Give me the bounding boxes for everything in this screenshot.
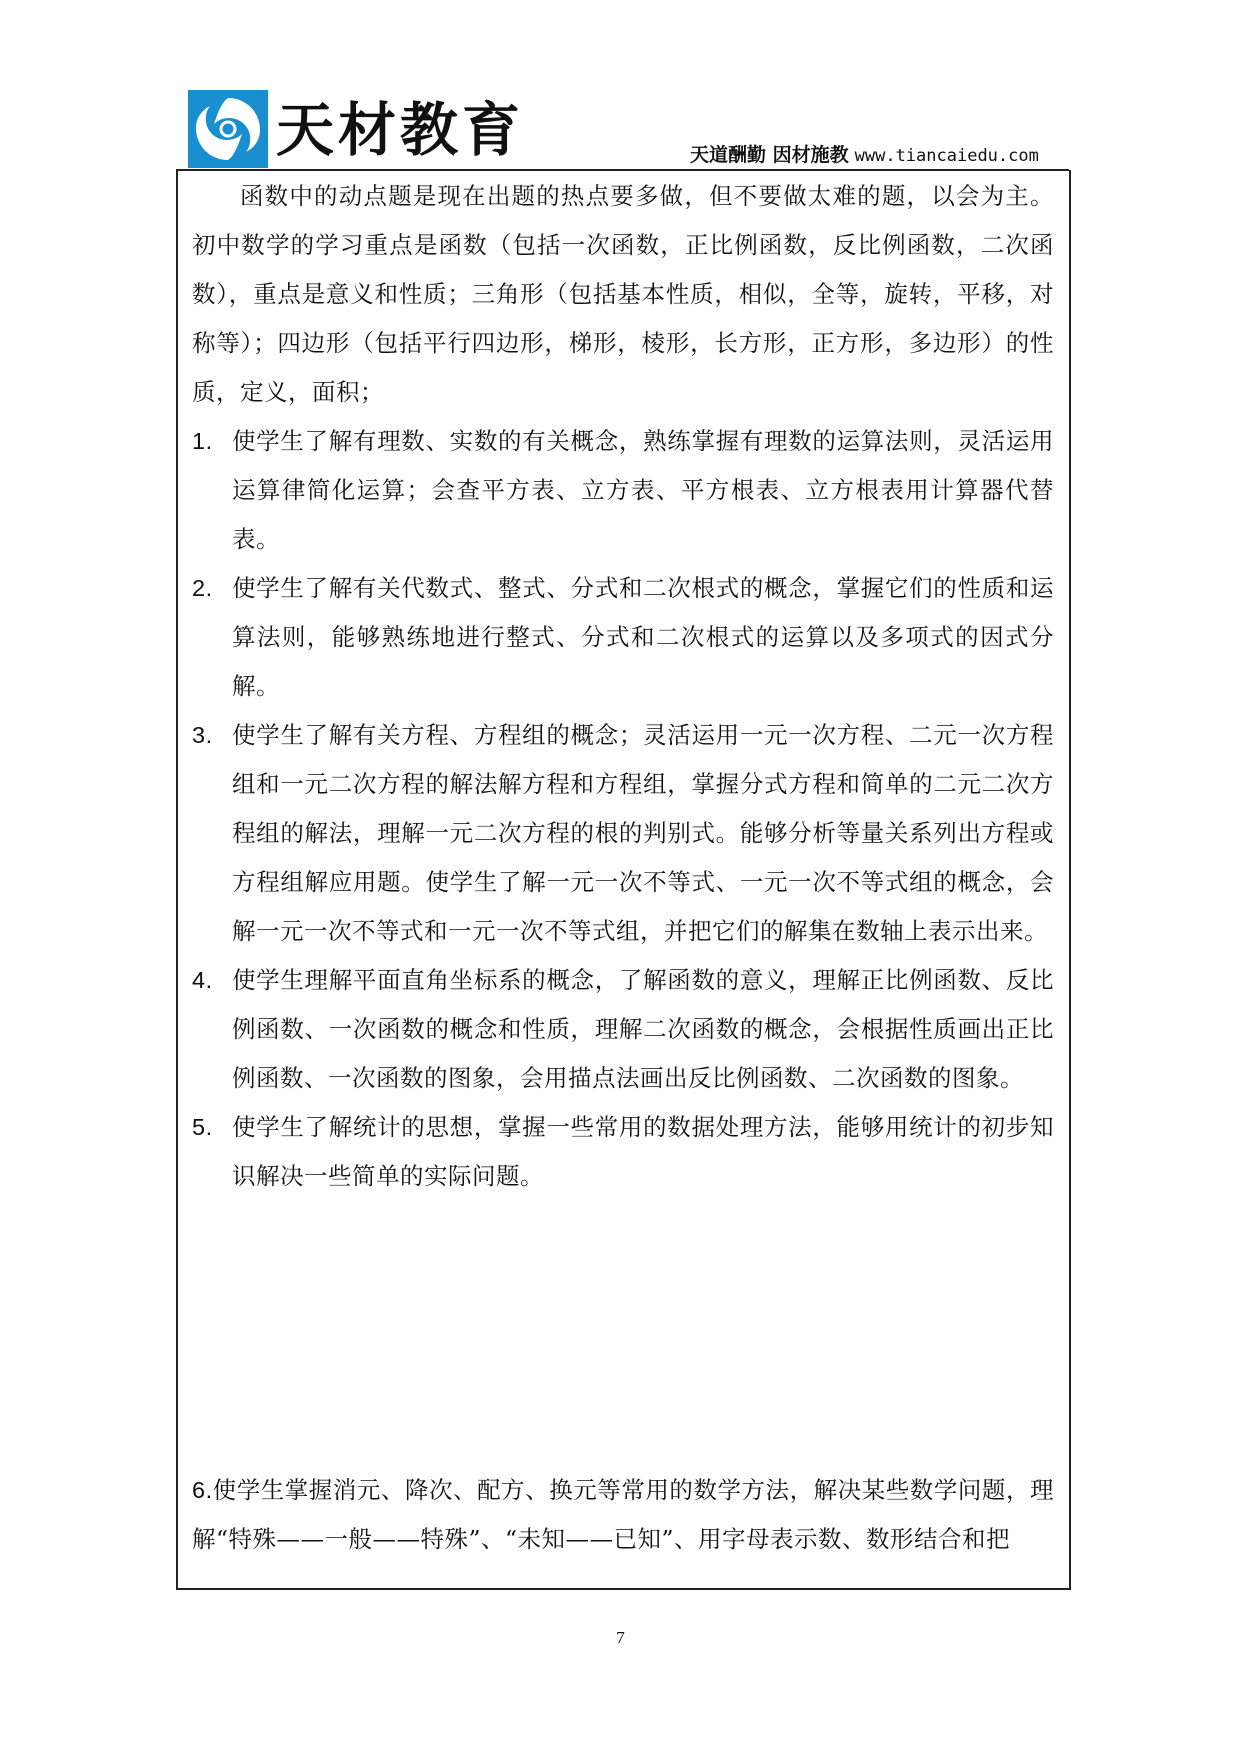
intro-paragraph: 函数中的动点题是现在出题的热点要多做，但不要做太难的题，以会为主。初中数学的学习重点是函数（包括一次函数，正比例函数，反比例函数，二次函数），重点是意义和性质；三角形（包括基本性质，相似，全等，旋转，平移，对称等）；四边形（包括平行四边形，梯形，棱形，长方形，正方形，多边形）的性质，定义，面积； bbox=[192, 182, 1054, 406]
list-item-number: 6. bbox=[192, 1477, 213, 1503]
page-header bbox=[0, 0, 1241, 180]
header-url: www.tiancaiedu.com bbox=[854, 146, 1039, 166]
list-item bbox=[192, 956, 1054, 1103]
list-item-text: 使学生了解有理数、实数的有关概念，熟练掌握有理数的运算法则，灵活运用运算律简化运算；会查平方表、立方表、平方根表、立方根表用计算器代替表。 bbox=[232, 427, 1054, 553]
list-item-text: 使学生理解平面直角坐标系的概念，了解函数的意义，理解正比例函数、反比例函数、一次函数的概念和性质，理解二次函数的概念，会根据性质画出正比例函数、一次函数的图象，会用描点法画出反比例函数、二次函数的图象。 bbox=[232, 966, 1054, 1092]
list-item bbox=[192, 1103, 1054, 1201]
list-item bbox=[192, 417, 1054, 564]
list-item bbox=[192, 711, 1054, 956]
content-box bbox=[176, 170, 1071, 1590]
list-item-number: 5. bbox=[192, 1114, 213, 1140]
header-motto: 天道酬勤 因材施教 bbox=[690, 144, 849, 166]
list-item bbox=[192, 564, 1054, 711]
list-item-number: 2. bbox=[192, 575, 213, 601]
objectives-list bbox=[192, 417, 1054, 1201]
page-number: 7 bbox=[616, 1628, 625, 1647]
list-item-number: 4. bbox=[192, 967, 213, 993]
list-item-text: 使学生了解有关代数式、整式、分式和二次根式的概念，掌握它们的性质和运算法则，能够熟练地进行整式、分式和二次根式的运算以及多项式的因式分解。 bbox=[232, 574, 1054, 700]
list-item-6 bbox=[192, 1466, 1054, 1564]
swirl-logo-icon bbox=[188, 90, 268, 168]
list-item-number: 3. bbox=[192, 722, 213, 748]
list-item-text: 使学生了解统计的思想，掌握一些常用的数据处理方法，能够用统计的初步知识解决一些简单的实际问题。 bbox=[232, 1113, 1054, 1190]
list-item-text: 使学生了解有关方程、方程组的概念；灵活运用一元一次方程、二元一次方程组和一元二次方程的解法解方程和方程组，掌握分式方程和简单的二元二次方程组的解法，理解一元二次方程的根的判别式。能够分析等量关系列出方程或方程组解应用题。使学生了解一元一次不等式、一元一次不等式组的概念，会解一元一次不等式和一元一次不等式组，并把它们的解集在数轴上表示出来。 bbox=[232, 721, 1054, 945]
header-slogan bbox=[690, 140, 1039, 171]
list-item-text: 使学生掌握消元、降次、配方、换元等常用的数学方法，解决某些数学问题，理解“特殊——一般——特殊”、“未知——已知”、用字母表示数、数形结合和把 bbox=[192, 1476, 1054, 1553]
brand-name: 天材教育 bbox=[276, 96, 525, 164]
list-item-number: 1. bbox=[192, 428, 213, 454]
